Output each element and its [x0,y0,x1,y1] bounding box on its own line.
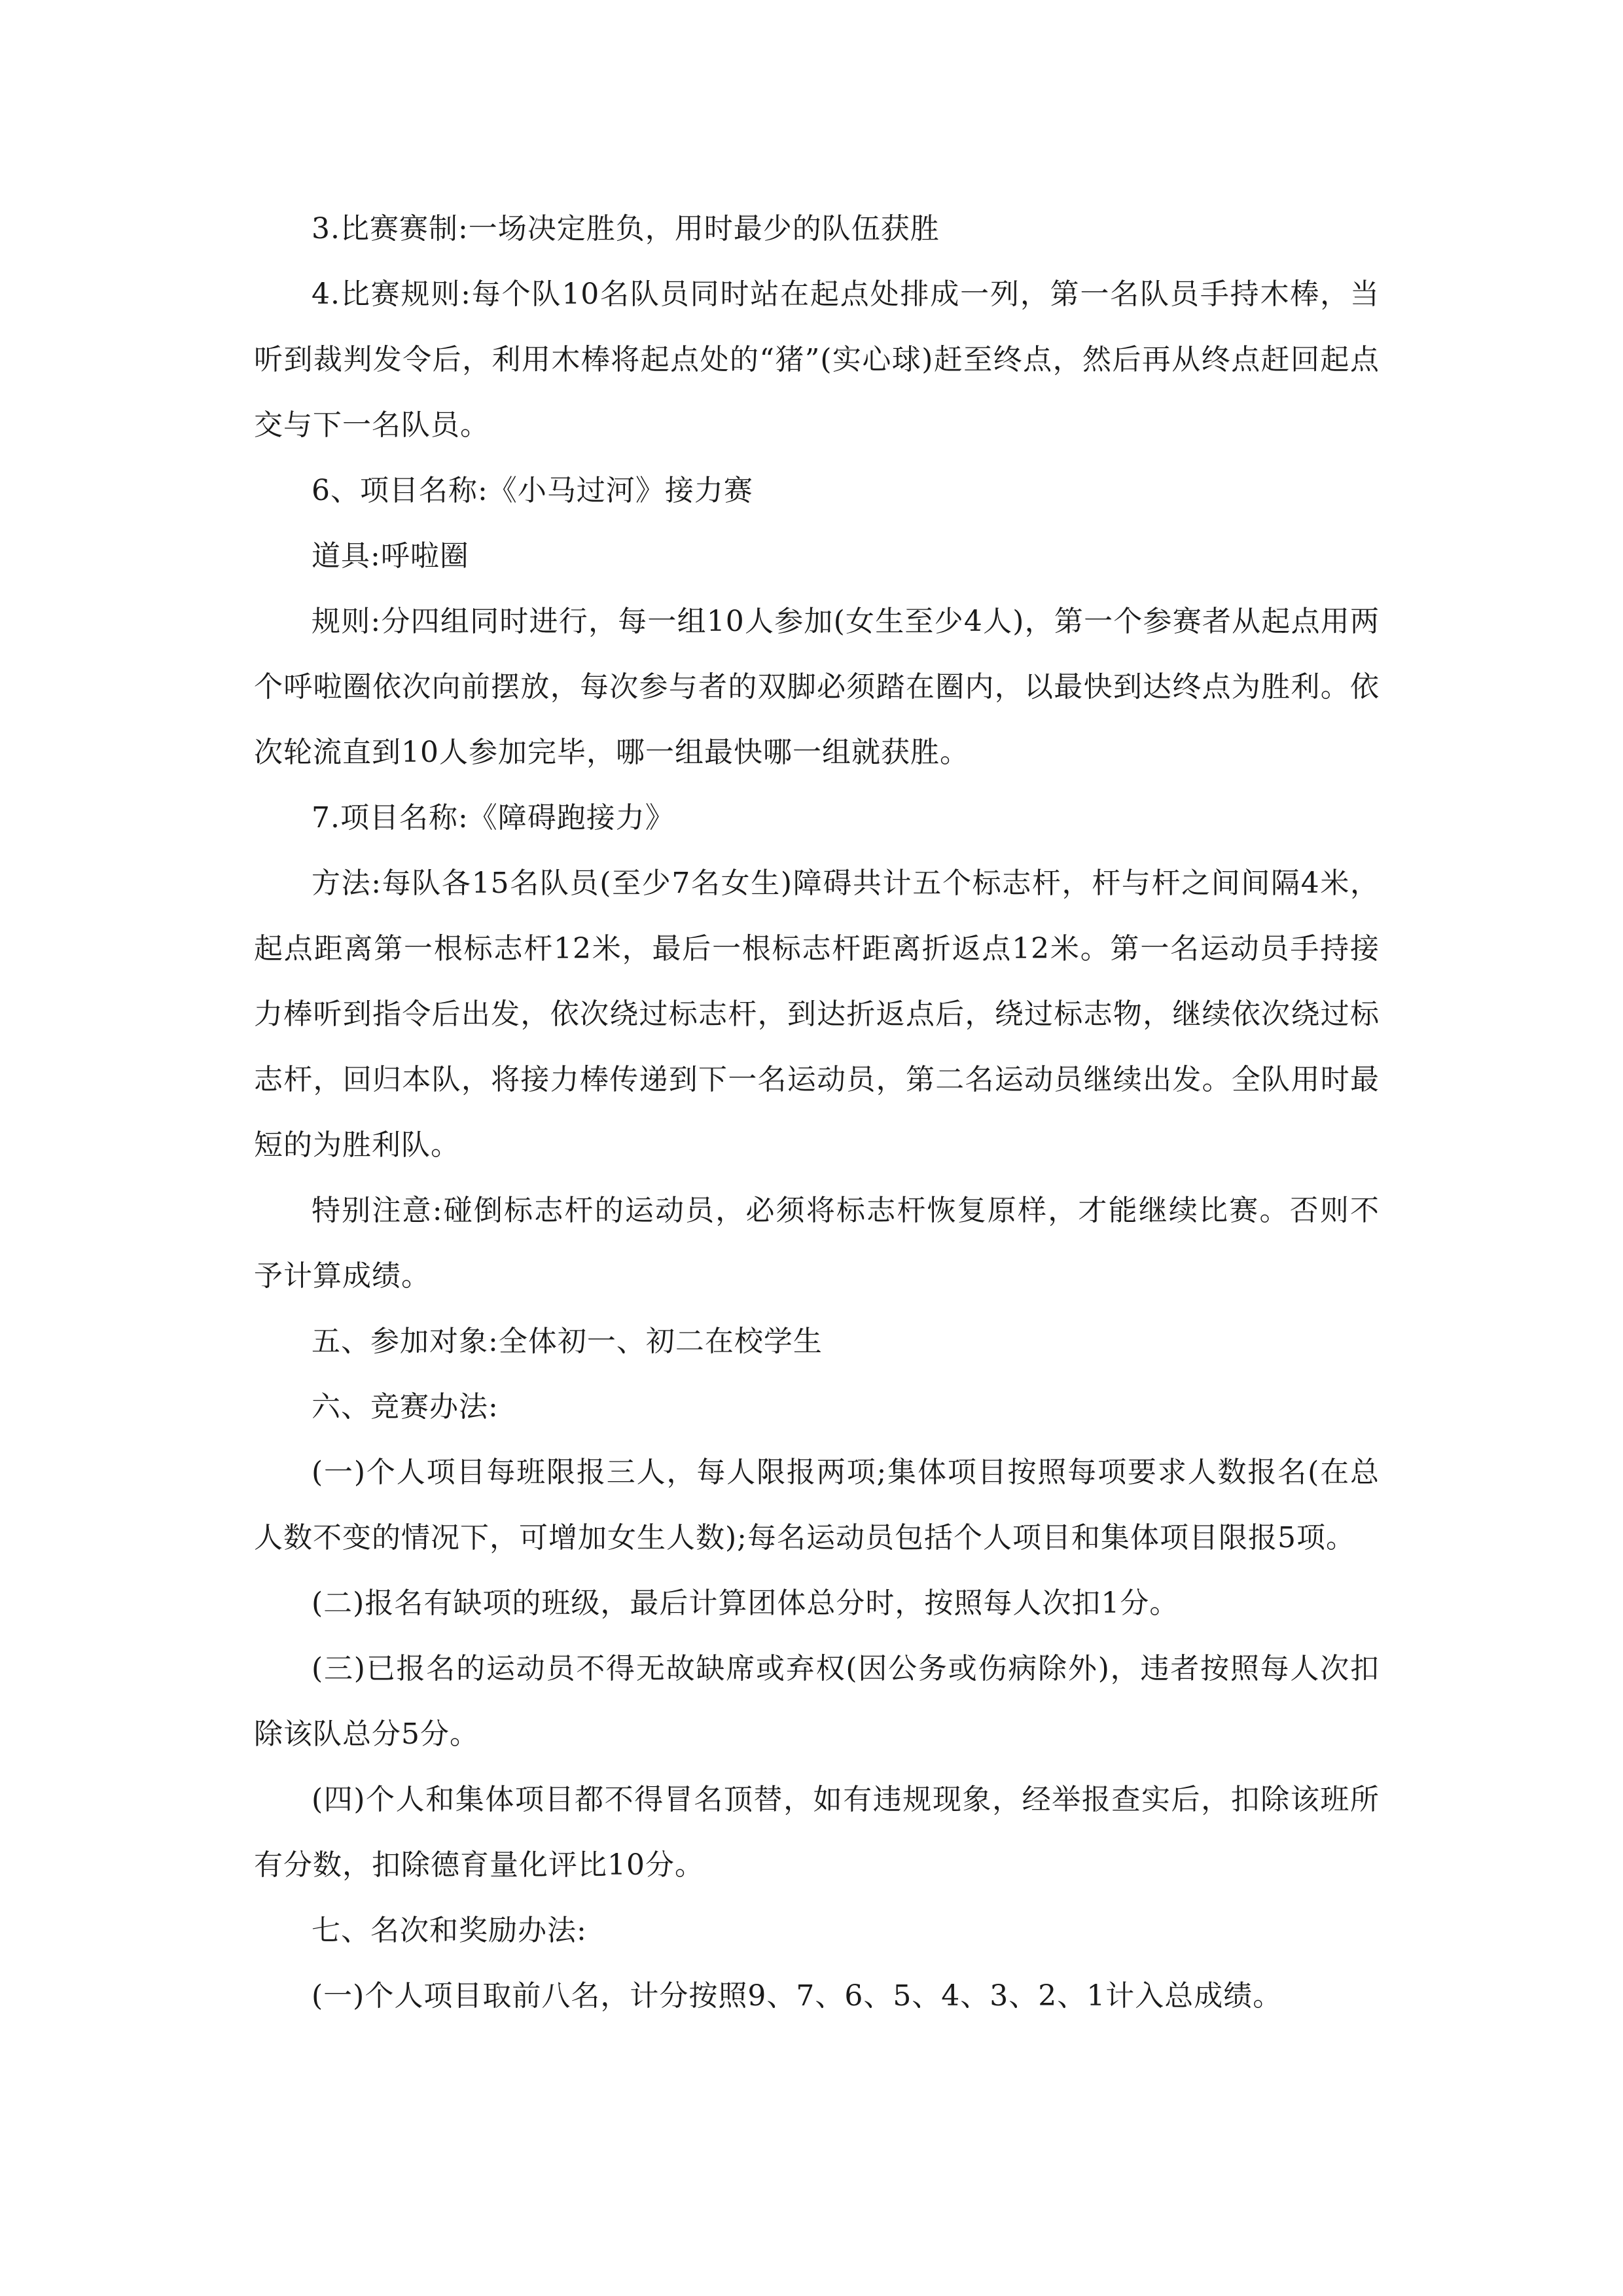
paragraph-match-rules: 4.比赛规则:每个队10名队员同时站在起点处排成一列，第一名队员手持木棒，当听到裁判发令后，利用木棒将起点处的“猪”(实心球)赶至终点，然后再从终点赶回起点交与下一名队员。 [254,278,1380,442]
paragraph-award-1: (一)个人项目取前八名，计分按照9、7、6、5、4、3、2、1计入总成绩。 [312,1979,1283,2013]
paragraph-awards-heading: 七、名次和奖励办法: [312,1914,587,1947]
paragraph-method-1: (一)个人项目每班限报三人，每人限报两项;集体项目按照每项要求人数报名(在总人数不变的情况下，可增加女生人数);每名运动员包括个人项目和集体项目限报5项。 [254,1456,1380,1554]
paragraph-event-7-note: 特别注意:碰倒标志杆的运动员，必须将标志杆恢复原样，才能继续比赛。否则不予计算成绩。 [254,1194,1380,1293]
paragraph-method-3: (三)已报名的运动员不得无故缺席或弃权(因公务或伤病除外)，违者按照每人次扣除该队总分5分。 [254,1652,1380,1751]
document-page [254,196,1380,2029]
paragraph-event-7-title: 7.项目名称:《障碍跑接力》 [312,801,675,834]
paragraph-method-4: (四)个人和集体项目都不得冒名顶替，如有违规现象，经举报查实后，扣除该班所有分数，扣除德育量化评比10分。 [254,1783,1380,1882]
paragraph-competition-methods-heading: 六、竞赛办法: [312,1390,499,1424]
paragraph-method-2: (二)报名有缺项的班级，最后计算团体总分时，按照每人次扣1分。 [312,1587,1179,1620]
paragraph-event-7-method: 方法:每队各15名队员(至少7名女生)障碍共计五个标志杆，杆与杆之间间隔4米，起点距离第一根标志杆12米，最后一根标志杆距离折返点12米。第一名运动员手持接力棒听到指令后出发，依次绕过标志杆，到达折返点后，绕过标志物，继续依次绕过标志杆，回归本队，将接力棒传递到下一名运动员，第二名运动员继续出发。全队用时最短的为胜利队。 [254,867,1380,1162]
paragraph-event-6-props: 道具:呼啦圈 [312,539,469,573]
paragraph-event-6-title: 6、项目名称:《小马过河》接力赛 [312,474,753,507]
paragraph-event-6-rules: 规则:分四组同时进行，每一组10人参加(女生至少4人)，第一个参赛者从起点用两个呼啦圈依次向前摆放，每次参与者的双脚必须踏在圈内，以最快到达终点为胜利。依次轮流直到10人参加完毕，哪一组最快哪一组就获胜。 [254,605,1380,769]
paragraph-participants: 五、参加对象:全体初一、初二在校学生 [312,1325,823,1358]
paragraph-match-format: 3.比赛赛制:一场决定胜负，用时最少的队伍获胜 [312,212,940,245]
